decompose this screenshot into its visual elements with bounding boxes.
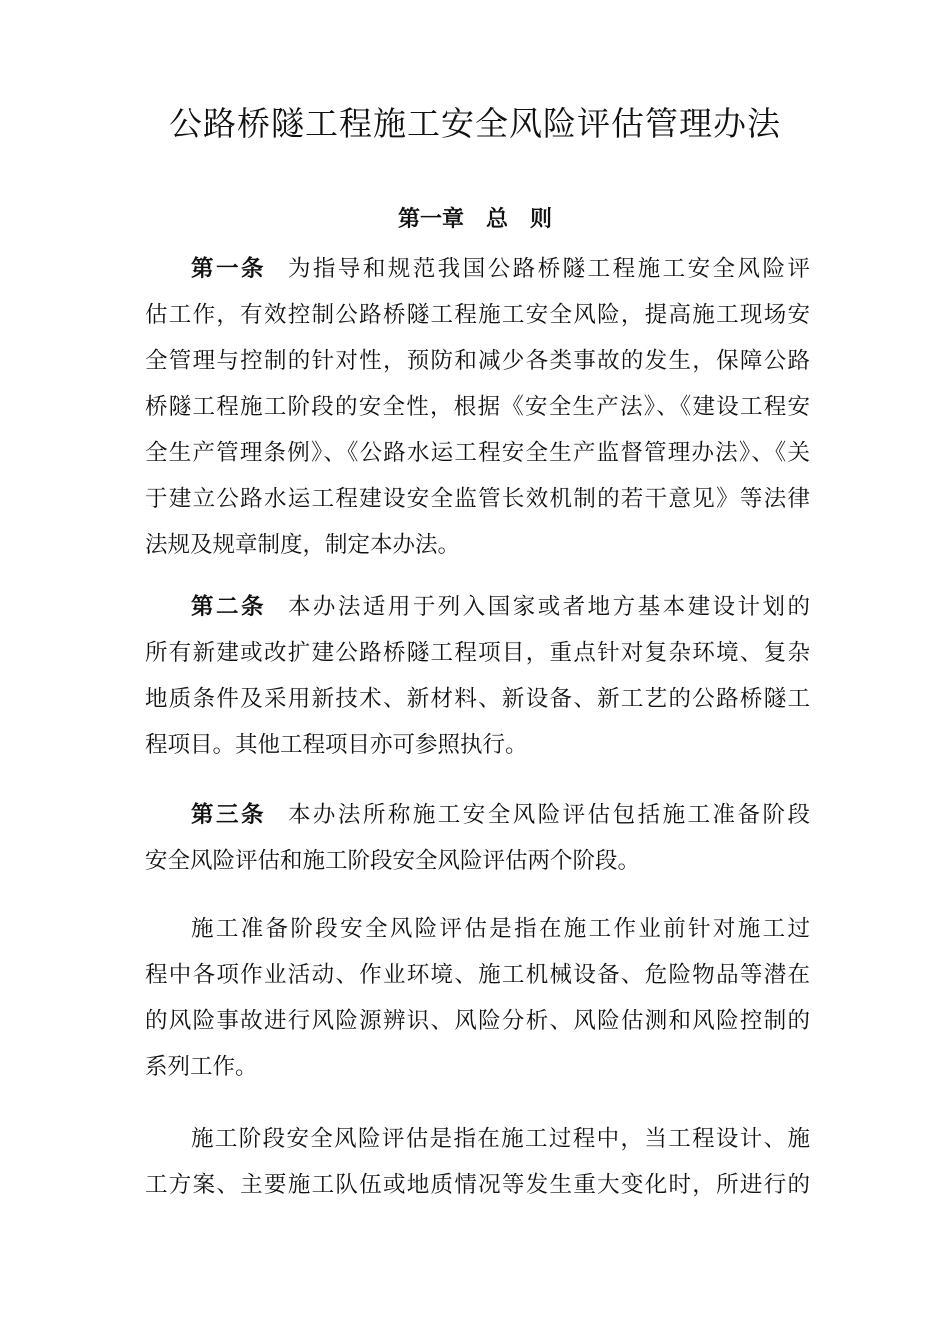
article-1-line: 第一条 为指导和规范我国公路桥隧工程施工安全风险评 bbox=[191, 256, 810, 282]
article-label: 第一条 bbox=[191, 256, 266, 282]
paragraph-line: 的风险事故进行风险源辨识、风险分析、风险估测和风险控制的 bbox=[145, 1008, 810, 1034]
article-1-line: 全管理与控制的针对性，预防和减少各类事故的发生，保障公路 bbox=[145, 348, 810, 374]
article-1-line: 法规及规章制度，制定本办法。 bbox=[145, 532, 461, 558]
article-1 bbox=[145, 246, 810, 568]
article-1-line: 于建立公路水运工程建设安全监管长效机制的若干意见》等法律 bbox=[145, 486, 810, 512]
chapter-heading: 第一章 总 则 bbox=[397, 207, 552, 232]
article-2-line: 程项目。其他工程项目亦可参照执行。 bbox=[145, 732, 528, 758]
article-1-line: 全生产管理条例》、《公路水运工程安全生产监督管理办法》、《关 bbox=[145, 440, 810, 466]
article-3-line: 第三条 本办法所称施工安全风险评估包括施工准备阶段 bbox=[191, 802, 810, 828]
article-2-line: 地质条件及采用新技术、新材料、新设备、新工艺的公路桥隧工 bbox=[145, 686, 810, 712]
article-2-line: 所有新建或改扩建公路桥隧工程项目，重点针对复杂环境、复杂 bbox=[145, 640, 810, 666]
article-2-line: 第二条 本办法适用于列入国家或者地方基本建设计划的 bbox=[191, 594, 810, 620]
article-2 bbox=[145, 584, 810, 768]
document-title: 公路桥隧工程施工安全风险评估管理办法 bbox=[169, 104, 781, 143]
article-3 bbox=[145, 792, 810, 884]
paragraph-line: 系列工作。 bbox=[145, 1054, 258, 1080]
paragraph-line: 施工准备阶段安全风险评估是指在施工作业前针对施工过 bbox=[191, 916, 810, 942]
article-label: 第三条 bbox=[191, 802, 266, 828]
paragraph-preparation-stage bbox=[145, 906, 810, 1090]
paragraph-construction-stage bbox=[145, 1116, 810, 1208]
paragraph-line: 工方案、主要施工队伍或地质情况等发生重大变化时，所进行的 bbox=[145, 1172, 810, 1198]
article-label: 第二条 bbox=[191, 594, 266, 620]
article-1-line: 估工作，有效控制公路桥隧工程施工安全风险，提高施工现场安 bbox=[145, 302, 810, 328]
article-1-line: 桥隧工程施工阶段的安全性，根据《安全生产法》、《建设工程安 bbox=[145, 394, 810, 420]
paragraph-line: 施工阶段安全风险评估是指在施工过程中，当工程设计、施 bbox=[191, 1126, 810, 1152]
article-3-line: 安全风险评估和施工阶段安全风险评估两个阶段。 bbox=[145, 848, 641, 874]
paragraph-line: 程中各项作业活动、作业环境、施工机械设备、危险物品等潜在 bbox=[145, 962, 810, 988]
